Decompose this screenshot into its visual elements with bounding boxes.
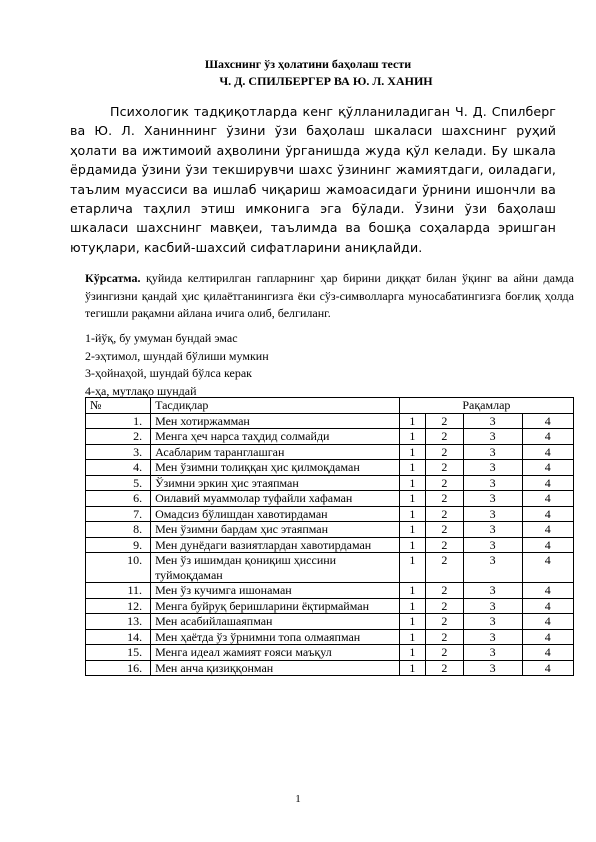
rating-option-2[interactable]: 2	[426, 645, 464, 661]
rating-option-3[interactable]: 3	[463, 506, 522, 522]
rating-option-1[interactable]: 1	[399, 660, 425, 676]
instruction-paragraph	[85, 270, 574, 323]
rating-option-4[interactable]: 4	[522, 491, 573, 507]
table-row	[86, 522, 574, 538]
row-number: 4.	[86, 460, 151, 476]
scale-item: 4-ҳа, мутлақо шундай	[85, 383, 197, 398]
rating-option-4[interactable]: 4	[522, 506, 573, 522]
rating-option-2[interactable]: 2	[426, 583, 464, 599]
rating-scale-legend	[85, 330, 485, 400]
rating-option-3[interactable]: 3	[463, 460, 522, 476]
rating-option-2[interactable]: 2	[426, 614, 464, 630]
row-statement: Мен анча қизиққонман	[151, 660, 400, 676]
rating-option-1[interactable]: 1	[399, 506, 425, 522]
instruction-text: қуйида келтирилган гапларнинг ҳар бирини диққат билан ўқинг ва айни дамда ўзингизни қандай ҳис қилаётганингизга ёки сўз-символларга муносабатингизга боғлиқ ҳолда тегишли рақамни айлана ичига олиб, белгиланг.	[85, 271, 574, 321]
row-statement: Мен ўз ишимдан қониқиш ҳиссини туймоқдаман	[151, 553, 400, 583]
rating-option-1[interactable]: 1	[399, 475, 425, 491]
row-statement: Менга идеал жамият ғояси маъқул	[151, 645, 400, 661]
rating-option-1[interactable]: 1	[399, 413, 425, 429]
document-subtitle: Ч. Д. СПИЛБЕРГЕР ВА Ю. Л. ХАНИН	[219, 74, 433, 88]
table-row	[86, 460, 574, 476]
rating-option-3[interactable]: 3	[463, 491, 522, 507]
scale-item: 3-ҳойнаҳой, шундай бўлса керак	[85, 366, 253, 380]
rating-option-4[interactable]: 4	[522, 645, 573, 661]
rating-option-3[interactable]: 3	[463, 629, 522, 645]
rating-option-2[interactable]: 2	[426, 598, 464, 614]
rating-option-2[interactable]: 2	[426, 506, 464, 522]
table-row	[86, 553, 574, 583]
header-number: №	[86, 398, 151, 414]
rating-option-2[interactable]: 2	[426, 460, 464, 476]
row-statement: Омадсиз бўлишдан хавотирдаман	[151, 506, 400, 522]
rating-option-4[interactable]: 4	[522, 413, 573, 429]
row-number: 7.	[86, 506, 151, 522]
rating-option-2[interactable]: 2	[426, 553, 464, 583]
row-number: 13.	[86, 614, 151, 630]
rating-option-1[interactable]: 1	[399, 583, 425, 599]
rating-option-4[interactable]: 4	[522, 537, 573, 553]
rating-option-4[interactable]: 4	[522, 583, 573, 599]
table-row	[86, 598, 574, 614]
rating-option-1[interactable]: 1	[399, 614, 425, 630]
page-number: 1	[295, 793, 301, 805]
rating-option-2[interactable]: 2	[426, 537, 464, 553]
row-number: 12.	[86, 598, 151, 614]
rating-option-2[interactable]: 2	[426, 413, 464, 429]
row-number: 2.	[86, 429, 151, 445]
rating-option-1[interactable]: 1	[399, 537, 425, 553]
table-row	[86, 614, 574, 630]
rating-option-1[interactable]: 1	[399, 598, 425, 614]
row-number: 9.	[86, 537, 151, 553]
row-number: 3.	[86, 444, 151, 460]
table-row	[86, 645, 574, 661]
scale-item: 1-йўқ, бу умуман бундай эмас	[85, 331, 238, 345]
rating-option-2[interactable]: 2	[426, 475, 464, 491]
table-row	[86, 660, 574, 676]
rating-option-4[interactable]: 4	[522, 629, 573, 645]
statements-table	[85, 397, 574, 676]
row-number: 11.	[86, 583, 151, 599]
document-title: Шахснинг ўз ҳолатини баҳолаш тести	[204, 57, 412, 71]
row-statement: Ўзимни эркин ҳис этаяпман	[151, 475, 400, 491]
row-number: 15.	[86, 645, 151, 661]
row-statement: Мен дунёдаги вазиятлардан хавотирдаман	[151, 537, 400, 553]
rating-option-1[interactable]: 1	[399, 429, 425, 445]
row-number: 14.	[86, 629, 151, 645]
table-row	[86, 537, 574, 553]
row-statement: Оилавий муаммолар туфайли хафаман	[151, 491, 400, 507]
rating-option-1[interactable]: 1	[399, 522, 425, 538]
row-statement: Мен ўзимни толиққан ҳис қилмоқдаман	[151, 460, 400, 476]
rating-option-3[interactable]: 3	[463, 537, 522, 553]
row-number: 6.	[86, 491, 151, 507]
rating-option-3[interactable]: 3	[463, 475, 522, 491]
rating-option-3[interactable]: 3	[463, 522, 522, 538]
table-row	[86, 444, 574, 460]
rating-option-3[interactable]: 3	[463, 429, 522, 445]
rating-option-1[interactable]: 1	[399, 491, 425, 507]
rating-option-4[interactable]: 4	[522, 429, 573, 445]
rating-option-4[interactable]: 4	[522, 460, 573, 476]
row-number: 16.	[86, 660, 151, 676]
rating-option-2[interactable]: 2	[426, 429, 464, 445]
rating-option-3[interactable]: 3	[463, 553, 522, 583]
rating-option-4[interactable]: 4	[522, 598, 573, 614]
rating-option-3[interactable]: 3	[463, 614, 522, 630]
table-row	[86, 491, 574, 507]
intro-paragraph: Психологик тадқиқотларда кенг қўлланиладиган Ч. Д. Спилберг ва Ю. Л. Ханиннинг ўзини ўзи баҳолаш шкаласи шахснинг руҳий ҳолати ва ижтимоий аҳволини ўрганишда жуда қўл келади. Бу шкала ёрдамида ўзини ўзи текширувчи шахс ўзининг жамиятдаги, оиладаги, таълим муассиси ва ишлаб чиқариш жамоасидаги ўрнини ишончли ва етарлича таҳлил этиш имконига эга бўлади. Ўзини ўзи баҳолаш шкаласи шахснинг мавқеи, таълимда ва бошқа соҳаларда эришган ютуқлари, касбий-шахсий сифатларини аниқлайди.	[70, 104, 556, 255]
rating-option-3[interactable]: 3	[463, 660, 522, 676]
table-row	[86, 429, 574, 445]
rating-option-4[interactable]: 4	[522, 444, 573, 460]
rating-option-2[interactable]: 2	[426, 491, 464, 507]
rating-option-1[interactable]: 1	[399, 553, 425, 583]
table-row	[86, 583, 574, 599]
row-statement: Менга ҳеч нарса таҳдид солмайди	[151, 429, 400, 445]
scale-item: 2-эҳтимол, шундай бўлиши мумкин	[85, 348, 269, 363]
rating-option-1[interactable]: 1	[399, 460, 425, 476]
rating-option-3[interactable]: 3	[463, 444, 522, 460]
rating-option-3[interactable]: 3	[463, 645, 522, 661]
header-ratings: Рақамлар	[399, 398, 573, 414]
rating-option-1[interactable]: 1	[399, 444, 425, 460]
instruction-label: Кўрсатма.	[85, 271, 141, 285]
row-statement: Мен хотиржамман	[151, 413, 400, 429]
row-number: 5.	[86, 475, 151, 491]
row-number: 1.	[86, 413, 151, 429]
table-row	[86, 506, 574, 522]
rating-option-3[interactable]: 3	[463, 413, 522, 429]
rating-option-3[interactable]: 3	[463, 598, 522, 614]
table-row	[86, 475, 574, 491]
table-body	[86, 413, 574, 676]
row-statement: Менга буйруқ беришларини ёқтирмайман	[151, 598, 400, 614]
rating-option-2[interactable]: 2	[426, 660, 464, 676]
rating-option-1[interactable]: 1	[399, 645, 425, 661]
row-number: 10.	[86, 553, 151, 583]
rating-option-3[interactable]: 3	[463, 583, 522, 599]
row-number: 8.	[86, 522, 151, 538]
row-statement: Мен асабийлашаяпман	[151, 614, 400, 630]
row-statement: Мен ўзимни бардам ҳис этаяпман	[151, 522, 400, 538]
rating-option-2[interactable]: 2	[426, 629, 464, 645]
row-statement: Мен ҳаётда ўз ўрнимни топа олмаяпман	[151, 629, 400, 645]
rating-option-4[interactable]: 4	[522, 522, 573, 538]
rating-option-4[interactable]: 4	[522, 475, 573, 491]
rating-option-2[interactable]: 2	[426, 522, 464, 538]
rating-option-1[interactable]: 1	[399, 629, 425, 645]
row-statement: Асабларим таранглашган	[151, 444, 400, 460]
rating-option-4[interactable]: 4	[522, 553, 573, 583]
rating-option-4[interactable]: 4	[522, 660, 573, 676]
rating-option-4[interactable]: 4	[522, 614, 573, 630]
rating-option-2[interactable]: 2	[426, 444, 464, 460]
table-row	[86, 413, 574, 429]
table-header-row	[86, 398, 574, 414]
table-row	[86, 629, 574, 645]
header-statement: Тасдиқлар	[151, 398, 400, 414]
row-statement: Мен ўз кучимга ишонаман	[151, 583, 400, 599]
